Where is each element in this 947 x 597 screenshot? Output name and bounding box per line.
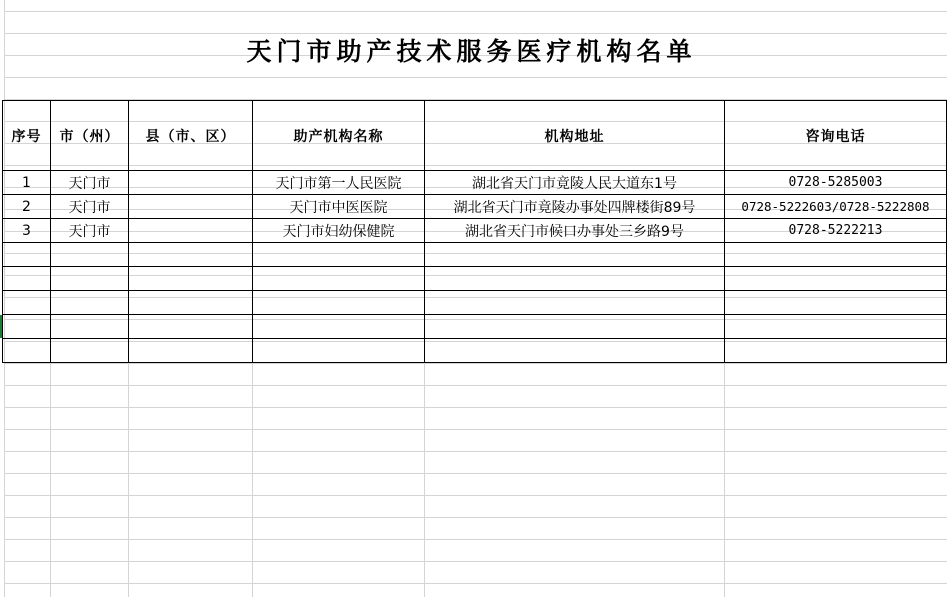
cell-index[interactable]: 2 — [3, 195, 51, 219]
cell-institution[interactable] — [253, 243, 425, 267]
cell-phone[interactable]: 0728-5222603/0728-5222808 — [725, 195, 947, 219]
cell-institution[interactable]: 天门市中医医院 — [253, 195, 425, 219]
cell-institution[interactable]: 天门市第一人民医院 — [253, 171, 425, 195]
cell-address[interactable]: 湖北省天门市候口办事处三乡路9号 — [425, 219, 725, 243]
cell-address[interactable] — [425, 339, 725, 363]
table-row — [3, 219, 947, 243]
header-cell-address[interactable]: 机构地址 — [425, 101, 725, 171]
table-row — [3, 291, 947, 315]
header-cell-institution[interactable]: 助产机构名称 — [253, 101, 425, 171]
cell-city[interactable]: 天门市 — [51, 219, 129, 243]
cell-city[interactable]: 天门市 — [51, 195, 129, 219]
table-row — [3, 243, 947, 267]
cell-address[interactable] — [425, 315, 725, 339]
cell-county[interactable] — [129, 171, 253, 195]
cell-phone[interactable]: 0728-5222213 — [725, 219, 947, 243]
cell-city[interactable] — [51, 267, 129, 291]
institution-table — [2, 100, 947, 363]
cell-institution[interactable] — [253, 291, 425, 315]
cell-index[interactable]: 1 — [3, 171, 51, 195]
cell-address[interactable] — [425, 267, 725, 291]
cell-phone[interactable]: 0728-5285003 — [725, 171, 947, 195]
header-cell-phone[interactable]: 咨询电话 — [725, 101, 947, 171]
table-row — [3, 171, 947, 195]
table-row — [3, 195, 947, 219]
cell-institution[interactable]: 天门市妇幼保健院 — [253, 219, 425, 243]
cell-city[interactable] — [51, 339, 129, 363]
cell-county[interactable] — [129, 315, 253, 339]
empty-grid-area — [0, 363, 947, 597]
sheet-title[interactable] — [0, 0, 947, 100]
cell-county[interactable] — [129, 219, 253, 243]
table-row — [3, 267, 947, 291]
cell-index[interactable] — [3, 243, 51, 267]
cell-address[interactable] — [425, 291, 725, 315]
cell-phone[interactable] — [725, 267, 947, 291]
header-row — [3, 101, 947, 171]
cell-address[interactable]: 湖北省天门市竟陵人民大道东1号 — [425, 171, 725, 195]
cell-city[interactable] — [51, 243, 129, 267]
cell-index[interactable] — [3, 291, 51, 315]
cell-phone[interactable] — [725, 339, 947, 363]
cell-index[interactable] — [3, 315, 51, 339]
cell-county[interactable] — [129, 339, 253, 363]
cell-city[interactable] — [51, 315, 129, 339]
table-row — [3, 315, 947, 339]
cell-city[interactable]: 天门市 — [51, 171, 129, 195]
cell-institution[interactable] — [253, 267, 425, 291]
cell-address[interactable] — [425, 243, 725, 267]
cell-phone[interactable] — [725, 315, 947, 339]
header-cell-city[interactable]: 市（州） — [51, 101, 129, 171]
cell-index[interactable] — [3, 339, 51, 363]
header-cell-index[interactable]: 序号 — [3, 101, 51, 171]
header-cell-county[interactable]: 县（市、区） — [129, 101, 253, 171]
cell-county[interactable] — [129, 267, 253, 291]
table-row — [3, 339, 947, 363]
sheet-title-text: 天门市助产技术服务医疗机构名单 — [246, 37, 697, 66]
cell-county[interactable] — [129, 243, 253, 267]
cell-county[interactable] — [129, 291, 253, 315]
cell-county[interactable] — [129, 195, 253, 219]
cell-index[interactable] — [3, 267, 51, 291]
cell-address[interactable]: 湖北省天门市竟陵办事处四牌楼街89号 — [425, 195, 725, 219]
cell-institution[interactable] — [253, 315, 425, 339]
cell-phone[interactable] — [725, 291, 947, 315]
cell-city[interactable] — [51, 291, 129, 315]
cell-institution[interactable] — [253, 339, 425, 363]
cell-index[interactable]: 3 — [3, 219, 51, 243]
cell-phone[interactable] — [725, 243, 947, 267]
